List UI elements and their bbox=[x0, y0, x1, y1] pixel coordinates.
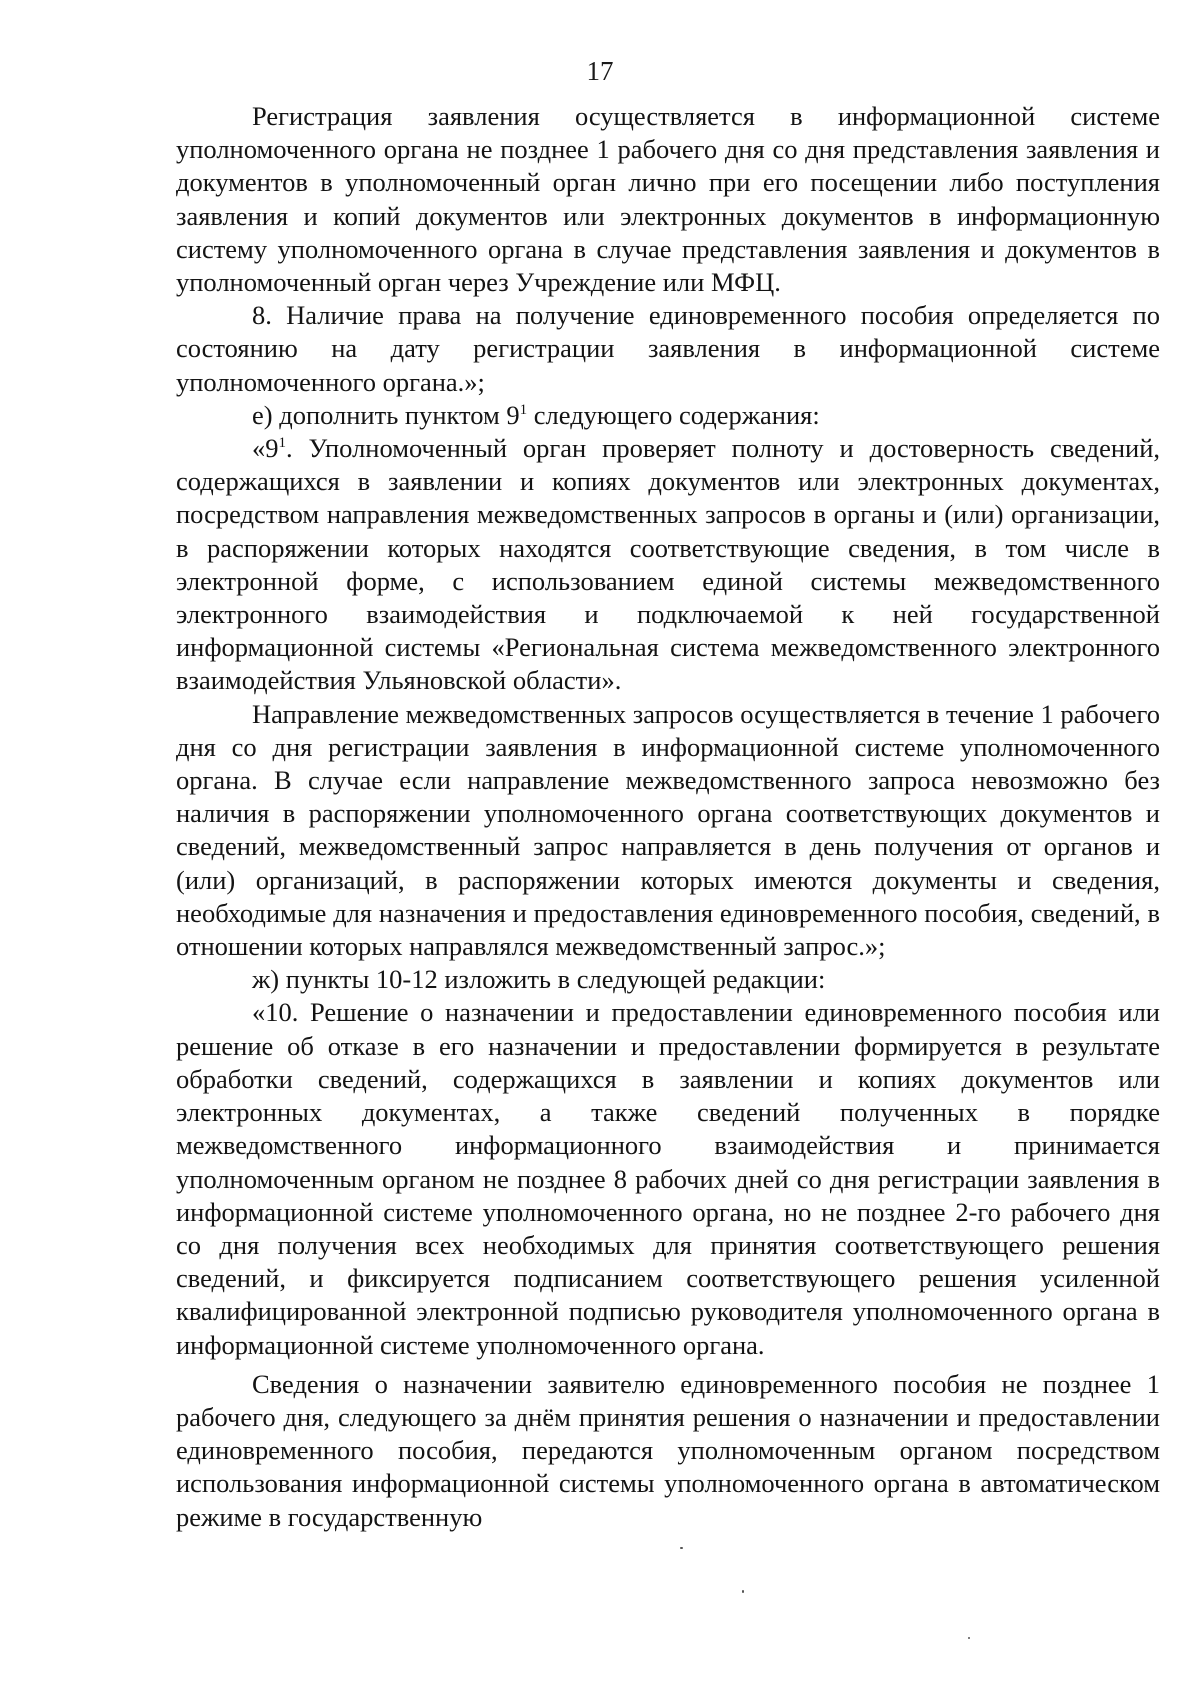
point-e-text: е) дополнить пунктом 9 bbox=[252, 399, 520, 430]
scan-speck bbox=[680, 1547, 683, 1549]
point-9-1-text-after: . Уполномоченный орган проверяет полноту и достоверность сведений, содержащихся в заявлении и копиях документов или электронных документах, посредством направления межведомственных запросов в органы и (или) организации, в распоряжении которых находятся соответствующие сведения, в том числе в электронной форме, с использованием единой системы межведомственного электронного взаимодействия и подключаемой к ней государственной информационной системы «Региональная система межведомственного электронного взаимодействия Ульяновской области». bbox=[176, 433, 1160, 696]
paragraph-assignment-info: Сведения о назначении заявителю единовременного пособия не позднее 1 рабочего дня, следующего за днём принятия решения о назначении и предоставлении единовременного пособия, передаются уполномоченным органом посредством использования информационной системы уполномоченного органа в автоматическом режиме в государственную bbox=[176, 1368, 1160, 1532]
paragraph-point-10: «10. Решение о назначении и предоставлении единовременного пособия или решение об отказе в его назначении и предоставлении формируется в результате обработки сведений, содержащихся в заявлении и копиях документов или электронных документах, а также сведений полученных в порядке межведомственного информационного взаимодействия и принимается уполномоченным органом не позднее 8 рабочих дней со дня регистрации заявления в информационной системе уполномоченного органа, но не позднее 2-го рабочего дня со дня получения всех необходимых для принятия соответствующего решения сведений, и фиксируется подписанием соответствующего решения усиленной квалифицированной электронной подписью руководителя уполномоченного органа в информационной системе уполномоченного органа. bbox=[176, 997, 1160, 1360]
paragraph-interagency-requests: Направление межведомственных запросов осуществляется в течение 1 рабочего дня со дня регистрации заявления в информационной системе уполномоченного органа. В случае если направление межведомственного запроса невозможно без наличия в распоряжении уполномоченного органа соответствующих документов и сведений, межведомственный запрос направляется в день получения от органов и (или) организаций, в распоряжении которых имеются документы и сведения, необходимые для назначения и предоставления единовременного пособия, сведений, в отношении которых направлялся межведомственный запрос.»; bbox=[176, 698, 1160, 962]
point-9-1-text: «9 bbox=[252, 433, 279, 464]
point-e-superscript: 1 bbox=[519, 402, 528, 418]
scan-speck bbox=[968, 1637, 970, 1639]
paragraph-registration: Регистрация заявления осуществляется в информационной системе уполномоченного органа не позднее 1 рабочего дня со дня представления заявления и документов в уполномоченный орган лично при его посещении либо поступления заявления и копий документов или электронных документов в информационную систему уполномоченного органа в случае представления заявления и документов в уполномоченный орган через Учреждение или МФЦ. bbox=[176, 101, 1160, 298]
page-number: 17 bbox=[586, 56, 614, 86]
point-9-1-superscript: 1 bbox=[278, 435, 286, 452]
scan-speck bbox=[742, 1590, 744, 1593]
paragraph-point-zh: ж) пункты 10-12 изложить в следующей редакции: bbox=[252, 964, 826, 995]
paragraph-point-e bbox=[176, 399, 1160, 432]
document-body bbox=[176, 100, 1160, 1534]
point-e-text-after: следующего содержания: bbox=[527, 399, 820, 430]
paragraph-point-9-1 bbox=[176, 432, 1160, 698]
paragraph-point-8: 8. Наличие права на получение единовременного пособия определяется по состоянию на дату регистрации заявления в информационной системе уполномоченного органа.»; bbox=[176, 300, 1160, 397]
